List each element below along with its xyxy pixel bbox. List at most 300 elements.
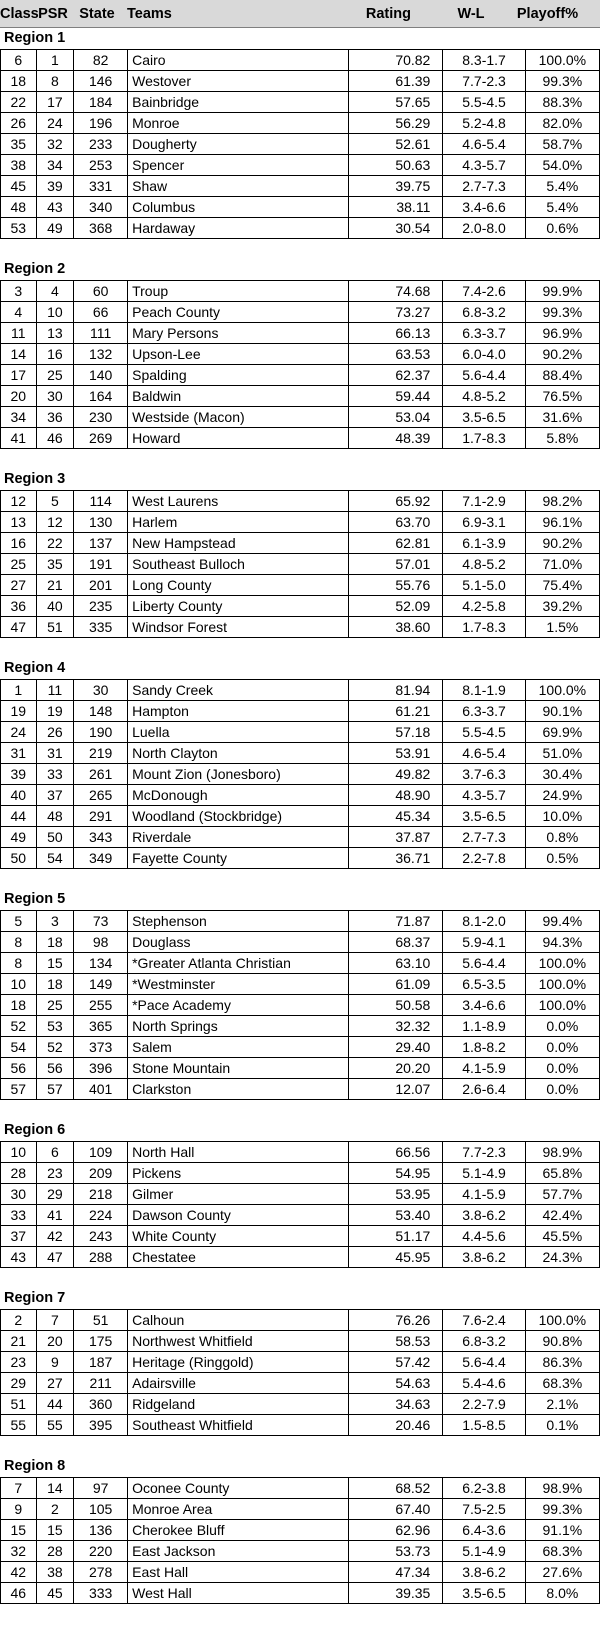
cell-po: 0.1%	[525, 1415, 599, 1436]
cell-po: 5.4%	[525, 197, 599, 218]
cell-state: 368	[74, 218, 128, 239]
cell-wl: 7.4-2.6	[443, 281, 525, 302]
cell-rating: 54.95	[348, 1163, 443, 1184]
cell-psr: 47	[36, 1247, 74, 1268]
cell-psr: 35	[36, 554, 74, 575]
cell-rating: 57.18	[348, 722, 443, 743]
cell-po: 10.0%	[525, 806, 599, 827]
cell-psr: 57	[36, 1079, 74, 1100]
cell-po: 100.0%	[525, 953, 599, 974]
cell-state: 224	[74, 1205, 128, 1226]
cell-class: 34	[1, 407, 37, 428]
cell-class: 38	[1, 155, 37, 176]
cell-wl: 3.8-6.2	[443, 1247, 525, 1268]
cell-state: 140	[74, 365, 128, 386]
region-gap	[0, 638, 600, 658]
cell-po: 90.2%	[525, 344, 599, 365]
cell-psr: 56	[36, 1058, 74, 1079]
region-gap	[0, 1268, 600, 1288]
cell-state: 261	[74, 764, 128, 785]
region-table	[0, 910, 600, 1100]
cell-psr: 8	[36, 71, 74, 92]
cell-wl: 6.9-3.1	[443, 512, 525, 533]
cell-po: 42.4%	[525, 1205, 599, 1226]
cell-po: 1.5%	[525, 617, 599, 638]
table-row	[1, 911, 600, 932]
region-table	[0, 280, 600, 449]
header-rating: Rating	[365, 5, 411, 22]
cell-team: Harlem	[128, 512, 349, 533]
cell-state: 209	[74, 1163, 128, 1184]
table-row	[1, 995, 600, 1016]
cell-state: 134	[74, 953, 128, 974]
cell-po: 27.6%	[525, 1562, 599, 1583]
cell-wl: 6.8-3.2	[443, 1331, 525, 1352]
region-table	[0, 490, 600, 638]
cell-rating: 45.95	[348, 1247, 443, 1268]
cell-psr: 25	[36, 365, 74, 386]
cell-state: 395	[74, 1415, 128, 1436]
region-title: Region 1	[4, 30, 66, 46]
cell-rating: 76.26	[348, 1310, 443, 1331]
cell-wl: 4.3-5.7	[443, 785, 525, 806]
cell-class: 30	[1, 1184, 37, 1205]
region-title: Region 8	[4, 1458, 66, 1474]
cell-wl: 5.6-4.4	[443, 365, 525, 386]
cell-class: 22	[1, 92, 37, 113]
table-row	[1, 785, 600, 806]
cell-team: Mary Persons	[128, 323, 349, 344]
cell-state: 137	[74, 533, 128, 554]
cell-psr: 39	[36, 176, 74, 197]
cell-state: 349	[74, 848, 128, 869]
cell-team: White County	[128, 1226, 349, 1247]
cell-po: 99.3%	[525, 302, 599, 323]
cell-rating: 56.29	[348, 113, 443, 134]
header-psr: PSR	[38, 5, 68, 22]
cell-psr: 20	[36, 1331, 74, 1352]
cell-wl: 4.6-5.4	[443, 743, 525, 764]
cell-rating: 57.42	[348, 1352, 443, 1373]
cell-class: 21	[1, 1331, 37, 1352]
cell-team: East Jackson	[128, 1541, 349, 1562]
cell-rating: 39.75	[348, 176, 443, 197]
cell-state: 278	[74, 1562, 128, 1583]
cell-state: 30	[74, 680, 128, 701]
cell-class: 53	[1, 218, 37, 239]
cell-team: North Hall	[128, 1142, 349, 1163]
cell-psr: 27	[36, 1373, 74, 1394]
cell-class: 20	[1, 386, 37, 407]
cell-po: 0.0%	[525, 1037, 599, 1058]
cell-rating: 47.34	[348, 1562, 443, 1583]
cell-team: Spalding	[128, 365, 349, 386]
cell-state: 109	[74, 1142, 128, 1163]
cell-psr: 24	[36, 113, 74, 134]
cell-psr: 17	[36, 92, 74, 113]
cell-team: Riverdale	[128, 827, 349, 848]
cell-rating: 49.82	[348, 764, 443, 785]
regions-container	[0, 28, 600, 1604]
cell-team: North Clayton	[128, 743, 349, 764]
table-row	[1, 323, 600, 344]
cell-po: 45.5%	[525, 1226, 599, 1247]
table-row	[1, 134, 600, 155]
cell-state: 235	[74, 596, 128, 617]
region-section	[0, 259, 600, 469]
table-row	[1, 827, 600, 848]
cell-psr: 48	[36, 806, 74, 827]
table-row	[1, 1499, 600, 1520]
cell-class: 15	[1, 1520, 37, 1541]
cell-rating: 63.10	[348, 953, 443, 974]
cell-psr: 15	[36, 1520, 74, 1541]
cell-team: Hardaway	[128, 218, 349, 239]
cell-po: 57.7%	[525, 1184, 599, 1205]
cell-class: 9	[1, 1499, 37, 1520]
cell-po: 0.0%	[525, 1058, 599, 1079]
table-row	[1, 1205, 600, 1226]
region-gap	[0, 1436, 600, 1456]
cell-class: 40	[1, 785, 37, 806]
cell-wl: 5.5-4.5	[443, 722, 525, 743]
region-table	[0, 679, 600, 869]
cell-team: Long County	[128, 575, 349, 596]
table-row	[1, 1247, 600, 1268]
cell-wl: 3.4-6.6	[443, 197, 525, 218]
region-gap	[0, 869, 600, 889]
cell-po: 0.5%	[525, 848, 599, 869]
table-row	[1, 512, 600, 533]
cell-team: New Hampstead	[128, 533, 349, 554]
cell-team: West Hall	[128, 1583, 349, 1604]
cell-class: 32	[1, 1541, 37, 1562]
cell-po: 30.4%	[525, 764, 599, 785]
cell-psr: 45	[36, 1583, 74, 1604]
cell-wl: 8.1-2.0	[443, 911, 525, 932]
cell-po: 76.5%	[525, 386, 599, 407]
cell-wl: 7.6-2.4	[443, 1310, 525, 1331]
table-row	[1, 1079, 600, 1100]
cell-psr: 29	[36, 1184, 74, 1205]
table-row	[1, 1058, 600, 1079]
cell-class: 26	[1, 113, 37, 134]
cell-rating: 50.63	[348, 155, 443, 176]
cell-psr: 53	[36, 1016, 74, 1037]
cell-po: 31.6%	[525, 407, 599, 428]
cell-class: 16	[1, 533, 37, 554]
cell-rating: 51.17	[348, 1226, 443, 1247]
cell-rating: 54.63	[348, 1373, 443, 1394]
cell-psr: 46	[36, 428, 74, 449]
region-title: Region 6	[4, 1122, 66, 1138]
cell-wl: 3.5-6.5	[443, 1583, 525, 1604]
cell-wl: 7.5-2.5	[443, 1499, 525, 1520]
cell-class: 50	[1, 848, 37, 869]
cell-wl: 4.4-5.6	[443, 1226, 525, 1247]
table-row	[1, 533, 600, 554]
cell-psr: 5	[36, 491, 74, 512]
table-row	[1, 1394, 600, 1415]
table-row	[1, 743, 600, 764]
cell-state: 114	[74, 491, 128, 512]
cell-team: Calhoun	[128, 1310, 349, 1331]
cell-rating: 57.01	[348, 554, 443, 575]
cell-po: 100.0%	[525, 995, 599, 1016]
cell-team: West Laurens	[128, 491, 349, 512]
cell-class: 29	[1, 1373, 37, 1394]
cell-wl: 1.7-8.3	[443, 617, 525, 638]
cell-po: 100.0%	[525, 680, 599, 701]
cell-class: 41	[1, 428, 37, 449]
cell-wl: 4.8-5.2	[443, 554, 525, 575]
header-playoff: Playoff%	[516, 5, 579, 22]
cell-state: 201	[74, 575, 128, 596]
cell-class: 5	[1, 911, 37, 932]
cell-psr: 54	[36, 848, 74, 869]
cell-class: 54	[1, 1037, 37, 1058]
cell-team: Southeast Bulloch	[128, 554, 349, 575]
cell-rating: 73.27	[348, 302, 443, 323]
cell-psr: 51	[36, 617, 74, 638]
region-section	[0, 1120, 600, 1288]
cell-class: 46	[1, 1583, 37, 1604]
table-row	[1, 1184, 600, 1205]
table-row	[1, 428, 600, 449]
cell-psr: 1	[36, 50, 74, 71]
cell-po: 99.4%	[525, 911, 599, 932]
cell-class: 45	[1, 176, 37, 197]
cell-rating: 20.46	[348, 1415, 443, 1436]
cell-wl: 7.7-2.3	[443, 71, 525, 92]
cell-rating: 62.81	[348, 533, 443, 554]
cell-team: East Hall	[128, 1562, 349, 1583]
cell-team: Ridgeland	[128, 1394, 349, 1415]
cell-rating: 62.37	[348, 365, 443, 386]
cell-psr: 34	[36, 155, 74, 176]
table-row	[1, 92, 600, 113]
cell-rating: 66.13	[348, 323, 443, 344]
cell-psr: 50	[36, 827, 74, 848]
cell-psr: 9	[36, 1352, 74, 1373]
cell-team: Stone Mountain	[128, 1058, 349, 1079]
cell-rating: 61.39	[348, 71, 443, 92]
cell-psr: 2	[36, 1499, 74, 1520]
cell-po: 39.2%	[525, 596, 599, 617]
region-gap	[0, 239, 600, 259]
table-row	[1, 1331, 600, 1352]
cell-rating: 74.68	[348, 281, 443, 302]
cell-team: Upson-Lee	[128, 344, 349, 365]
table-row	[1, 953, 600, 974]
cell-wl: 5.5-4.5	[443, 92, 525, 113]
cell-psr: 6	[36, 1142, 74, 1163]
cell-wl: 2.7-7.3	[443, 827, 525, 848]
cell-rating: 63.53	[348, 344, 443, 365]
table-row	[1, 281, 600, 302]
cell-state: 255	[74, 995, 128, 1016]
cell-class: 13	[1, 512, 37, 533]
cell-psr: 52	[36, 1037, 74, 1058]
cell-class: 56	[1, 1058, 37, 1079]
cell-po: 69.9%	[525, 722, 599, 743]
cell-state: 82	[74, 50, 128, 71]
cell-rating: 53.04	[348, 407, 443, 428]
cell-team: Pickens	[128, 1163, 349, 1184]
cell-wl: 8.1-1.9	[443, 680, 525, 701]
column-header-row	[0, 0, 600, 28]
cell-wl: 2.2-7.8	[443, 848, 525, 869]
cell-rating: 48.90	[348, 785, 443, 806]
cell-wl: 4.2-5.8	[443, 596, 525, 617]
cell-state: 191	[74, 554, 128, 575]
cell-class: 2	[1, 1310, 37, 1331]
table-row	[1, 1352, 600, 1373]
cell-psr: 7	[36, 1310, 74, 1331]
cell-rating: 53.91	[348, 743, 443, 764]
cell-team: Monroe Area	[128, 1499, 349, 1520]
cell-po: 0.0%	[525, 1016, 599, 1037]
cell-state: 136	[74, 1520, 128, 1541]
cell-psr: 14	[36, 1478, 74, 1499]
cell-psr: 43	[36, 197, 74, 218]
cell-rating: 20.20	[348, 1058, 443, 1079]
cell-rating: 53.40	[348, 1205, 443, 1226]
cell-wl: 3.7-6.3	[443, 764, 525, 785]
cell-class: 7	[1, 1478, 37, 1499]
cell-po: 2.1%	[525, 1394, 599, 1415]
cell-team: Peach County	[128, 302, 349, 323]
cell-class: 57	[1, 1079, 37, 1100]
cell-po: 0.0%	[525, 1079, 599, 1100]
region-section	[0, 1456, 600, 1604]
cell-po: 65.8%	[525, 1163, 599, 1184]
cell-po: 100.0%	[525, 1310, 599, 1331]
cell-po: 98.2%	[525, 491, 599, 512]
cell-psr: 44	[36, 1394, 74, 1415]
cell-po: 0.6%	[525, 218, 599, 239]
table-row	[1, 71, 600, 92]
cell-wl: 5.9-4.1	[443, 932, 525, 953]
cell-class: 8	[1, 932, 37, 953]
table-row	[1, 722, 600, 743]
cell-class: 1	[1, 680, 37, 701]
cell-wl: 5.4-4.6	[443, 1373, 525, 1394]
table-row	[1, 176, 600, 197]
cell-po: 58.7%	[525, 134, 599, 155]
cell-state: 130	[74, 512, 128, 533]
cell-team: Windsor Forest	[128, 617, 349, 638]
cell-wl: 4.1-5.9	[443, 1184, 525, 1205]
table-row	[1, 1310, 600, 1331]
table-row	[1, 554, 600, 575]
cell-class: 42	[1, 1562, 37, 1583]
cell-rating: 65.92	[348, 491, 443, 512]
cell-class: 12	[1, 491, 37, 512]
cell-class: 10	[1, 974, 37, 995]
cell-state: 211	[74, 1373, 128, 1394]
cell-state: 105	[74, 1499, 128, 1520]
cell-po: 24.9%	[525, 785, 599, 806]
cell-team: Douglass	[128, 932, 349, 953]
cell-rating: 34.63	[348, 1394, 443, 1415]
cell-po: 88.3%	[525, 92, 599, 113]
cell-team: *Westminster	[128, 974, 349, 995]
cell-state: 331	[74, 176, 128, 197]
cell-rating: 50.58	[348, 995, 443, 1016]
cell-wl: 3.8-6.2	[443, 1562, 525, 1583]
table-row	[1, 680, 600, 701]
table-row	[1, 113, 600, 134]
cell-class: 23	[1, 1352, 37, 1373]
cell-team: Monroe	[128, 113, 349, 134]
cell-psr: 33	[36, 764, 74, 785]
cell-team: Luella	[128, 722, 349, 743]
cell-wl: 4.3-5.7	[443, 155, 525, 176]
cell-po: 5.4%	[525, 176, 599, 197]
cell-wl: 7.7-2.3	[443, 1142, 525, 1163]
cell-state: 146	[74, 71, 128, 92]
cell-wl: 5.1-4.9	[443, 1163, 525, 1184]
header-class: Class	[0, 5, 39, 22]
cell-rating: 61.21	[348, 701, 443, 722]
cell-rating: 66.56	[348, 1142, 443, 1163]
cell-psr: 25	[36, 995, 74, 1016]
cell-team: Salem	[128, 1037, 349, 1058]
table-row	[1, 1037, 600, 1058]
table-row	[1, 1142, 600, 1163]
cell-psr: 16	[36, 344, 74, 365]
cell-state: 291	[74, 806, 128, 827]
cell-team: Troup	[128, 281, 349, 302]
cell-state: 51	[74, 1310, 128, 1331]
cell-po: 98.9%	[525, 1142, 599, 1163]
cell-state: 243	[74, 1226, 128, 1247]
cell-class: 27	[1, 575, 37, 596]
cell-team: Westover	[128, 71, 349, 92]
cell-po: 75.4%	[525, 575, 599, 596]
table-row	[1, 155, 600, 176]
cell-state: 66	[74, 302, 128, 323]
cell-psr: 22	[36, 533, 74, 554]
cell-state: 373	[74, 1037, 128, 1058]
cell-state: 73	[74, 911, 128, 932]
cell-po: 99.3%	[525, 71, 599, 92]
cell-po: 90.1%	[525, 701, 599, 722]
cell-wl: 6.1-3.9	[443, 533, 525, 554]
cell-psr: 26	[36, 722, 74, 743]
header-state: State	[79, 5, 115, 22]
cell-psr: 11	[36, 680, 74, 701]
cell-state: 360	[74, 1394, 128, 1415]
cell-rating: 45.34	[348, 806, 443, 827]
cell-po: 8.0%	[525, 1583, 599, 1604]
cell-wl: 1.5-8.5	[443, 1415, 525, 1436]
cell-state: 340	[74, 197, 128, 218]
cell-class: 44	[1, 806, 37, 827]
cell-psr: 3	[36, 911, 74, 932]
region-gap	[0, 449, 600, 469]
cell-team: Spencer	[128, 155, 349, 176]
region-table	[0, 1309, 600, 1436]
cell-psr: 18	[36, 932, 74, 953]
cell-class: 19	[1, 701, 37, 722]
cell-rating: 67.40	[348, 1499, 443, 1520]
cell-class: 33	[1, 1205, 37, 1226]
cell-state: 269	[74, 428, 128, 449]
cell-state: 218	[74, 1184, 128, 1205]
table-row	[1, 764, 600, 785]
